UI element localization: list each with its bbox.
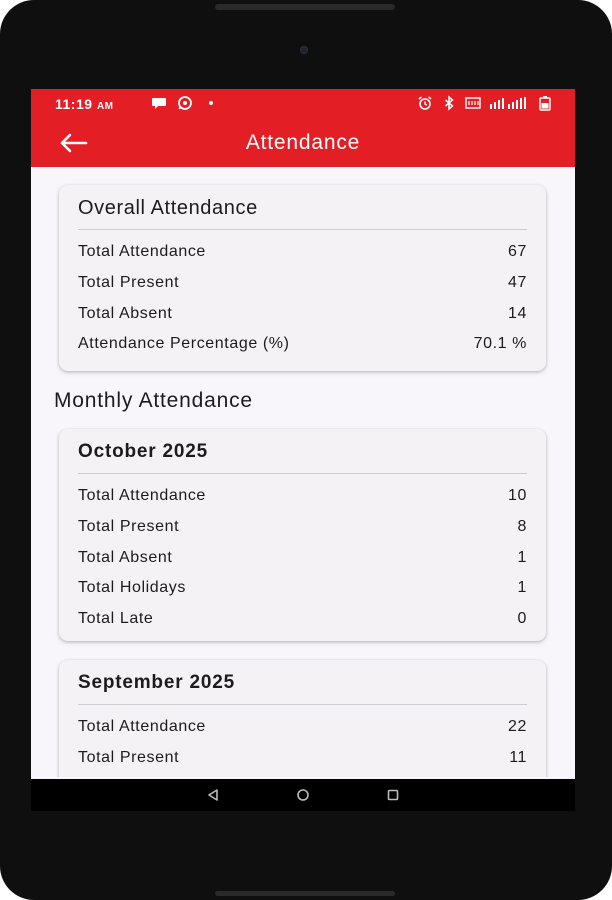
stat-value: 1 (517, 548, 527, 566)
stat-value: 10 (508, 487, 527, 505)
stat-value: 8 (517, 518, 527, 536)
divider (78, 473, 527, 474)
stat-row (78, 542, 527, 573)
stat-value: 47 (508, 274, 527, 292)
stat-row (78, 712, 527, 743)
stat-label: Total Absent (78, 548, 173, 566)
stat-label: Total Holidays (78, 579, 187, 597)
stat-row (78, 604, 527, 635)
overall-attendance-card (59, 185, 546, 371)
nav-home-button[interactable] (292, 784, 314, 806)
divider (78, 229, 527, 230)
stat-row (78, 512, 527, 543)
screen (31, 89, 575, 809)
attendance-content[interactable] (31, 167, 575, 777)
stat-label: Total Present (78, 518, 180, 536)
front-camera (300, 46, 308, 54)
stat-value: 70.1 % (473, 335, 527, 353)
status-clock (55, 96, 114, 112)
battery-icon (537, 95, 553, 111)
stat-row (78, 237, 527, 268)
stat-label: Total Attendance (78, 243, 206, 261)
stat-label: Total Attendance (78, 718, 206, 736)
chat-bubble-icon (151, 95, 167, 111)
stat-value: 14 (508, 304, 527, 322)
stat-value: 22 (508, 718, 527, 736)
stat-label: Attendance Percentage (%) (78, 335, 290, 353)
nav-recents-button[interactable] (382, 784, 404, 806)
stat-label: Total Absent (78, 304, 173, 322)
month-title: October 2025 (78, 441, 208, 462)
stat-label: Total Attendance (78, 487, 206, 505)
stat-label: Total Late (78, 610, 154, 628)
stat-value: 1 (517, 579, 527, 597)
stat-row (78, 573, 527, 604)
alarm-icon (417, 95, 433, 111)
month-title: September 2025 (78, 672, 235, 693)
stat-value: 67 (508, 243, 527, 261)
tablet-bottom-edge (215, 891, 395, 896)
signal-icon (465, 95, 481, 111)
stat-label: Total Present (78, 274, 180, 292)
bluetooth-icon (441, 95, 457, 111)
section-title: Monthly Attendance (54, 389, 253, 412)
card-title: Overall Attendance (78, 197, 258, 219)
month-card-september (59, 660, 546, 777)
back-triangle-icon (206, 788, 220, 802)
stat-value: 0 (517, 610, 527, 628)
stat-row (78, 298, 527, 329)
dot-icon (203, 95, 219, 111)
page-title: Attendance (245, 131, 361, 154)
stat-label: Total Present (78, 749, 180, 767)
stat-value: 11 (509, 749, 527, 767)
stat-row (78, 268, 527, 299)
divider (78, 704, 527, 705)
system-nav-bar (31, 779, 575, 811)
recents-square-icon (386, 788, 400, 802)
month-card-october (59, 429, 546, 641)
stat-row (78, 481, 527, 512)
tablet-top-edge (215, 4, 395, 10)
signal-bars-icon (489, 95, 529, 111)
stat-row (78, 743, 527, 774)
whatsapp-icon (177, 95, 193, 111)
status-ampm: AM (96, 101, 114, 112)
status-bar (31, 89, 575, 119)
nav-back-button[interactable] (202, 784, 224, 806)
home-circle-icon (296, 788, 310, 802)
app-bar (31, 119, 575, 167)
status-time: 11:19 (55, 96, 93, 112)
stat-row (78, 329, 527, 360)
